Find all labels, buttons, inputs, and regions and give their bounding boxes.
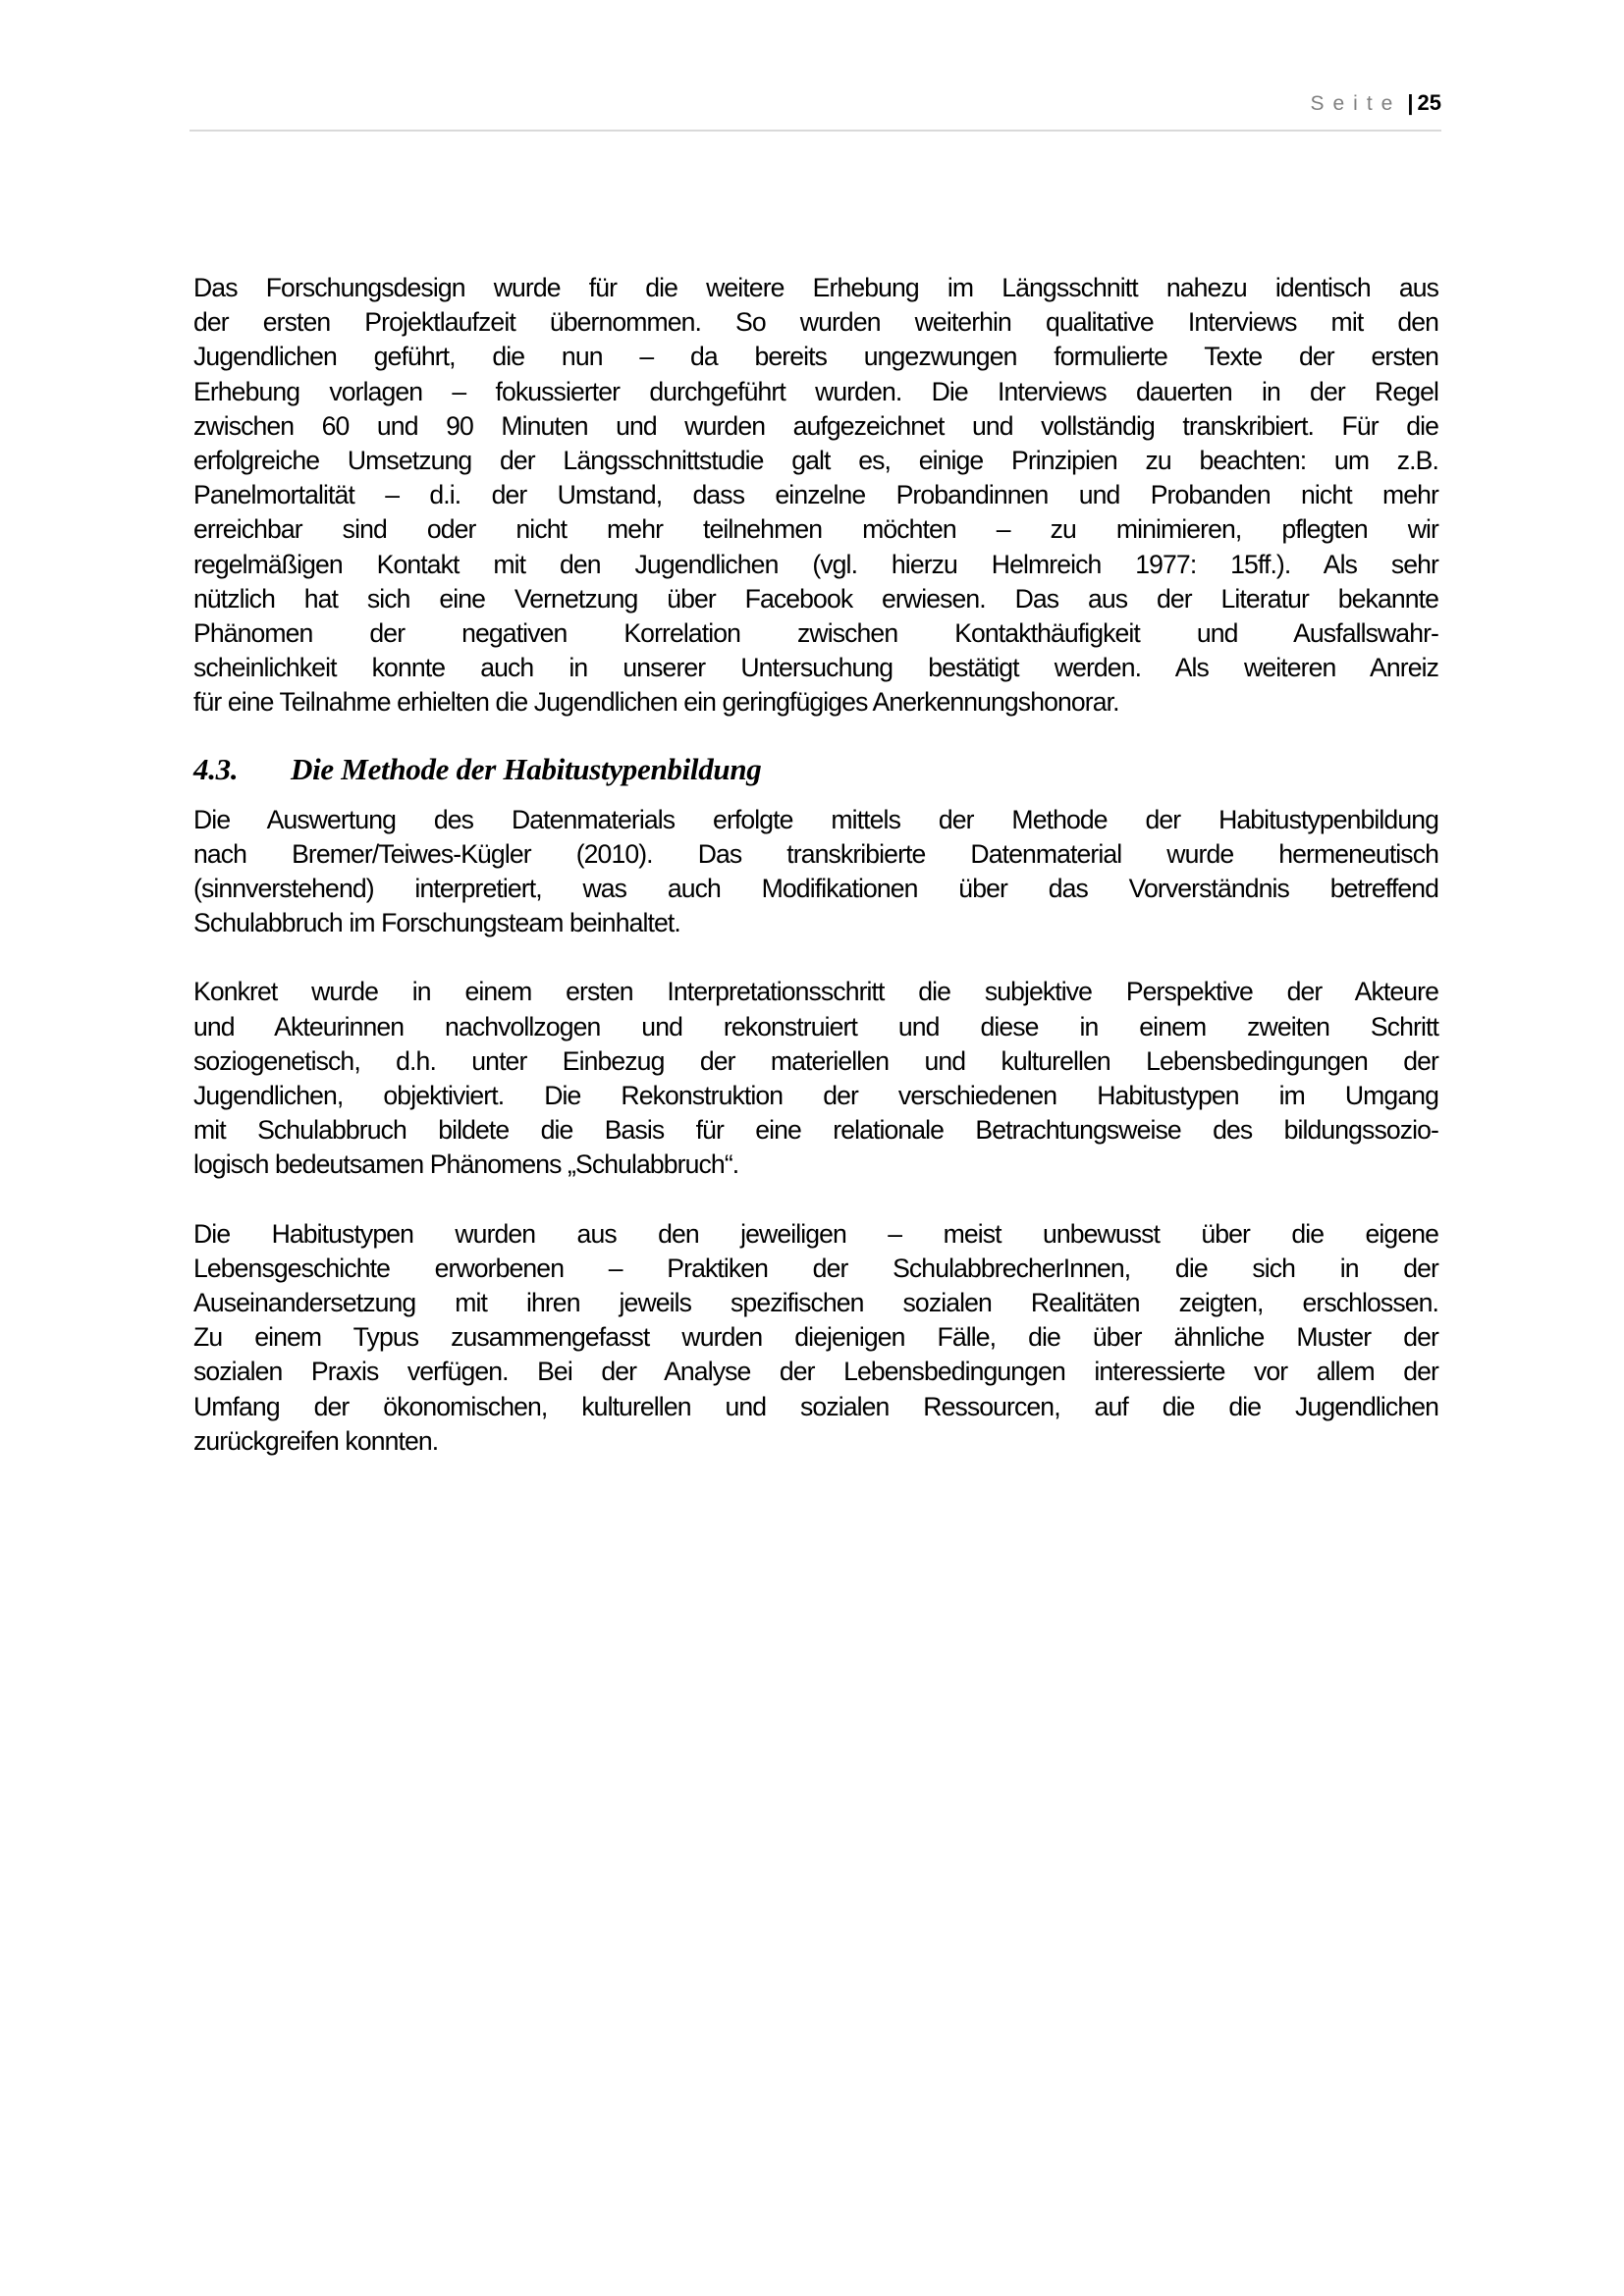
- text-line: nützlich hat sich eine Vernetzung über Facebook erwiesen. Das aus der Literatur bekannte: [193, 583, 1438, 614]
- paragraph-interpretation: [193, 975, 1438, 1182]
- text-line: Schulabbruch im Forschungsteam beinhaltet.: [193, 908, 680, 938]
- text-line: soziogenetisch, d.h. unter Einbezug der materiellen und kulturellen Lebensbedingungen der: [193, 1045, 1438, 1076]
- section-heading: [193, 748, 1438, 791]
- text-line: Umfang der ökonomischen, kulturellen und sozialen Ressourcen, auf die die Jugendlichen: [193, 1391, 1438, 1421]
- text-line: scheinlichkeit konnte auch in unserer Untersuchung bestätigt werden. Als weiteren Anreiz: [193, 653, 1438, 683]
- page-label: Seite: [1310, 92, 1402, 115]
- text-line: Das Forschungsdesign wurde für die weitere Erhebung im Längsschnitt nahezu identisch aus: [193, 273, 1438, 302]
- text-line: erreichbar sind oder nicht mehr teilnehmen möchten – zu minimieren, pflegten wir: [193, 514, 1438, 545]
- header-separator: |: [1407, 90, 1414, 115]
- text-line: Jugendlichen geführt, die nun – da bereits ungezwungen formulierte Texte der ersten: [193, 342, 1438, 372]
- text-line: für eine Teilnahme erhielten die Jugendlichen ein geringfügiges Anerkennungshonorar.: [193, 687, 1119, 718]
- paragraph-research-design: [193, 271, 1438, 721]
- text-line: logisch bedeutsamen Phänomens „Schulabbruch“.: [193, 1149, 739, 1180]
- text-line: und Akteurinnen nachvollzogen und rekonstruiert und diese in einem zweiten Schritt: [193, 1011, 1438, 1041]
- section-number: 4.3.: [193, 751, 239, 786]
- text-line: zwischen 60 und 90 Minuten und wurden aufgezeichnet und vollständig transkribiert. Für die: [193, 410, 1438, 441]
- text-line: Die Auswertung des Datenmaterials erfolgte mittels der Methode der Habitustypenbildung: [193, 804, 1438, 834]
- text-line: Panelmortalität – d.i. der Umstand, dass einzelne Probandinnen und Probanden nicht mehr: [193, 480, 1438, 510]
- text-line: zurückgreifen konnten.: [193, 1425, 439, 1456]
- text-line: Lebensgeschichte erworbenen – Praktiken der SchulabbrecherInnen, die sich in der: [193, 1253, 1438, 1283]
- paragraph-evaluation: [193, 803, 1438, 941]
- text-line: Jugendlichen, objektiviert. Die Rekonstruktion der verschiedenen Habitustypen im Umgang: [193, 1081, 1438, 1111]
- text-line: (sinnverstehend) interpretiert, was auch Modifikationen über das Vorverständnis betreffend: [193, 874, 1438, 904]
- body-text: [193, 271, 1438, 1459]
- text-line: mit Schulabbruch bildete die Basis für eine relationale Betrachtungsweise des bildungssozio-: [193, 1115, 1438, 1146]
- text-line: der ersten Projektlaufzeit übernommen. So wurden weiterhin qualitative Interviews mit den: [193, 307, 1438, 338]
- text-line: sozialen Praxis verfügen. Bei der Analyse der Lebensbedingungen interessierte vor allem der: [193, 1357, 1438, 1387]
- section-title: Die Methode der Habitustypenbildung: [291, 751, 762, 786]
- text-line: Phänomen der negativen Korrelation zwischen Kontakthäufigkeit und Ausfallswahr-: [193, 618, 1438, 649]
- page-header: [189, 90, 1441, 132]
- text-line: Die Habitustypen wurden aus den jeweiligen – meist unbewusst über die eigene: [193, 1218, 1438, 1249]
- text-line: nach Bremer/Teiwes-Kügler (2010). Das transkribierte Datenmaterial wurde hermeneutisch: [193, 838, 1438, 869]
- text-line: erfolgreiche Umsetzung der Längsschnittstudie galt es, einige Prinzipien zu beachten: um z.B.: [193, 446, 1438, 476]
- text-line: Auseinandersetzung mit ihren jeweils spezifischen sozialen Realitäten zeigten, erschlossen.: [193, 1288, 1438, 1318]
- text-line: Konkret wurde in einem ersten Interpretationsschritt die subjektive Perspektive der Akteure: [193, 977, 1438, 1007]
- page-number: 25: [1417, 90, 1441, 115]
- text-line: regelmäßigen Kontakt mit den Jugendlichen (vgl. hierzu Helmreich 1977: 15ff.). Als sehr: [193, 549, 1438, 579]
- paragraph-habitus-types: [193, 1217, 1438, 1459]
- text-line: Erhebung vorlagen – fokussierter durchgeführt wurden. Die Interviews dauerten in der Regel: [193, 376, 1438, 406]
- text-line: Zu einem Typus zusammengefasst wurden diejenigen Fälle, die über ähnliche Muster der: [193, 1322, 1438, 1353]
